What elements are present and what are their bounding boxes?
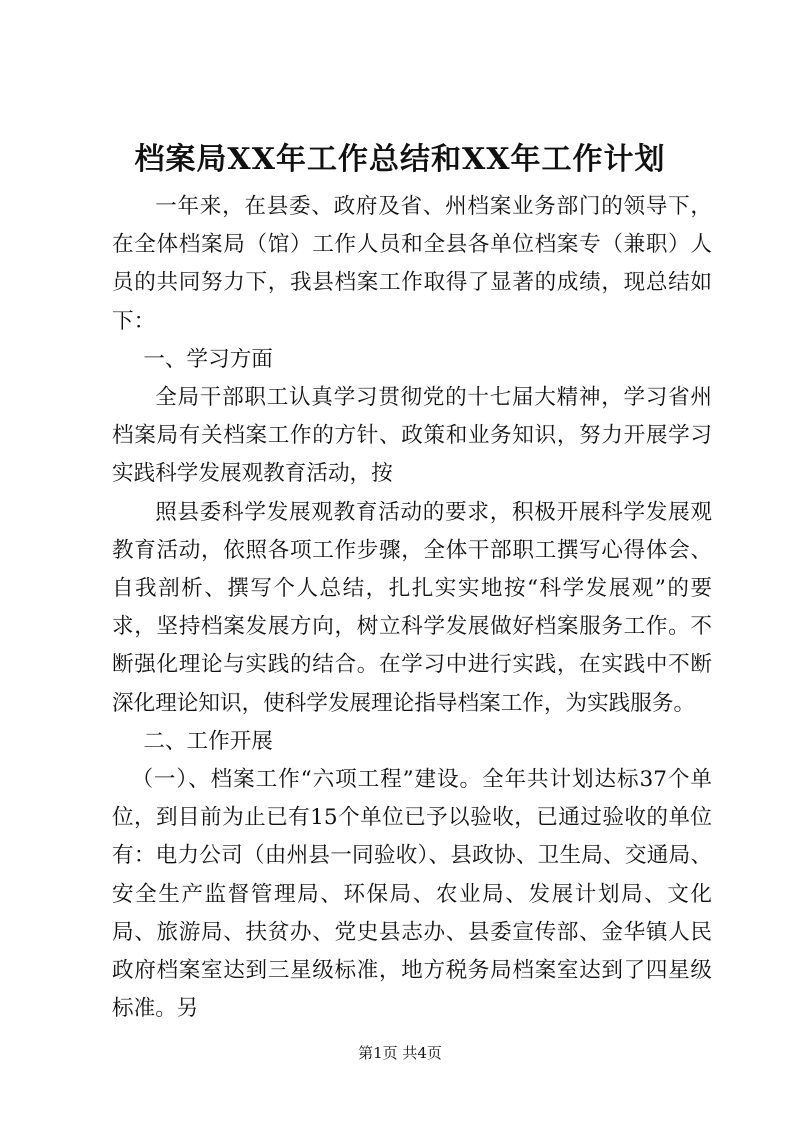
work-paragraph-1: （一）、档案工作“六项工程”建设。全年共计划达标37个单位，到目前为止已有15个单位已予以验收，已通过验收的单位有：电力公司（由州县一同验收）、县政协、卫生局、交通局、安全生产监督管理局、环保局、农业局、发展计划局、文化局、旅游局、扶贫办、党史县志办、县委宣传部、金华镇人民政府档案室达到三星级标准，地方税务局档案室达到了四星级标准。另 [112,767,712,1022]
study-paragraph-2: 照县委科学发展观教育活动的要求，积极开展科学发展观教育活动，依照各项工作步骤，全体干部职工撰写心得体会、自我剖析、撰写个人总结，扎扎实实地按“科学发展观”的要求，坚持档案发展方向，树立科学发展做好档案服务工作。不断强化理论与实践的结合。在学习中进行实践，在实践中不断深化理论知识，使科学发展理论指导档案工作，为实践服务。 [112,499,712,716]
study-paragraph-1: 全局干部职工认真学习贯彻党的十七届大精神，学习省州档案局有关档案工作的方针、政策和业务知识，努力开展学习实践科学发展观教育活动，按 [112,385,712,487]
section-heading-study: 一、学习方面 [143,346,273,372]
intro-paragraph: 一年来，在县委、政府及省、州档案业务部门的领导下，在全体档案局（馆）工作人员和全县各单位档案专（兼职）人员的共同努力下，我县档案工作取得了显著的成绩，现总结如下： [112,194,712,334]
document-title: 档案局XX年工作总结和XX年工作计划 [134,142,666,177]
section-heading-work: 二、工作开展 [143,728,273,754]
page-number-footer: 第1页 共4页 [358,1044,442,1062]
document-body [112,188,712,1028]
